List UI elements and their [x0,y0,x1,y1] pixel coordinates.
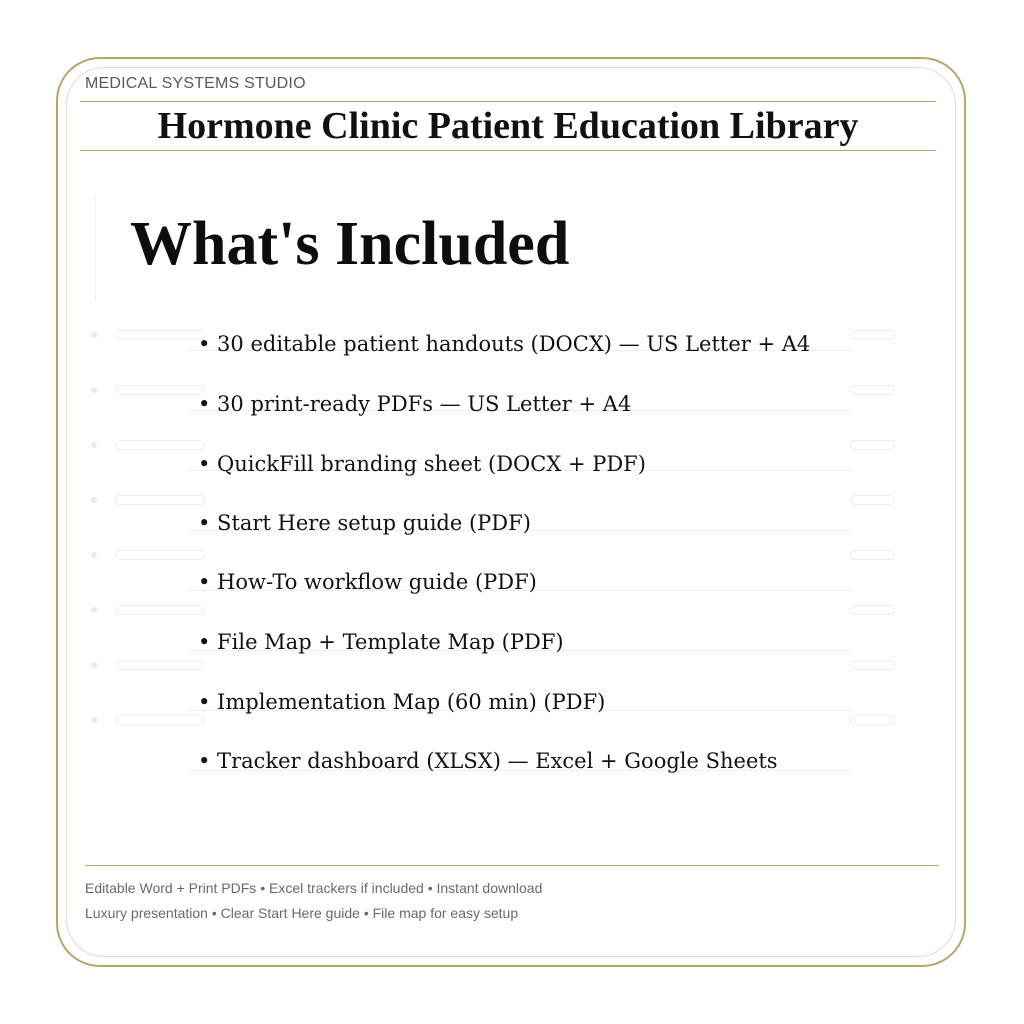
page-title: Hormone Clinic Patient Education Library [157,105,859,147]
list-item-implementation-map: • Implementation Map (60 min) (PDF) [198,690,606,714]
ghost-dot [91,497,97,503]
list-item-tracker: • Tracker dashboard (XLSX) — Excel + Google Sheets [198,749,778,773]
ghost-pill [850,495,895,505]
ghost-pill [115,495,205,505]
footer-divider [85,865,939,866]
ghost-pill [850,330,895,340]
list-item-how-to: • How-To workflow guide (PDF) [198,570,537,594]
list-item-branding-sheet: • QuickFill branding sheet (DOCX + PDF) [198,452,646,476]
ghost-pill [850,440,895,450]
ghost-pill [115,440,205,450]
ghost-dot [91,387,97,393]
footer-features: Editable Word + Print PDFs • Excel trackers if included • Instant download [85,880,543,896]
ghost-pill [115,605,205,615]
ghost-dot [91,662,97,668]
brand-label: MEDICAL SYSTEMS STUDIO [85,75,306,92]
list-item-handouts: • 30 editable patient handouts (DOCX) — US Letter + A4 [198,332,811,356]
list-item-pdfs: • 30 print-ready PDFs — US Letter + A4 [198,392,632,416]
ghost-pill [115,715,205,725]
header-top-divider [80,101,936,102]
ghost-pill [850,550,895,560]
list-item-file-map: • File Map + Template Map (PDF) [198,630,564,654]
ghost-dot [91,332,97,338]
footer-highlights: Luxury presentation • Clear Start Here guide • File map for easy setup [85,905,519,921]
ghost-pill [850,715,895,725]
ghost-dot [91,552,97,558]
section-heading: What's Included [130,210,570,278]
ghost-dot [91,442,97,448]
ghost-dot [91,717,97,723]
ghost-dot [91,607,97,613]
ghost-pill [850,660,895,670]
header-bottom-divider [80,150,936,151]
list-item-start-here: • Start Here setup guide (PDF) [198,511,531,535]
ghost-pill [115,330,205,340]
ghost-pill [850,605,895,615]
ghost-pill [115,385,205,395]
heading-accent-bar [95,198,96,302]
ghost-pill [115,550,205,560]
ghost-pill [115,660,205,670]
ghost-pill [850,385,895,395]
